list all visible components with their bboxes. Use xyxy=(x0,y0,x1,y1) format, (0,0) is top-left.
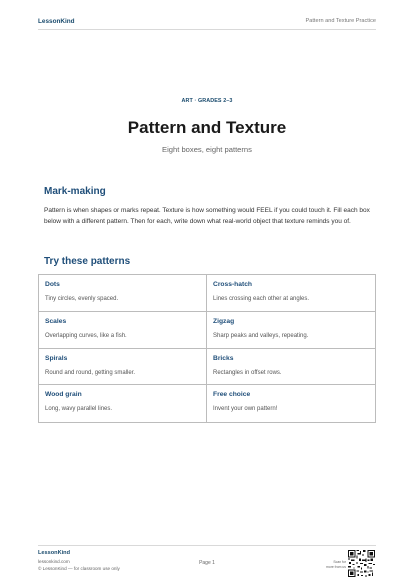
mark-making-body: Pattern is when shapes or marks repeat. Texture is how something would FEEL if you could touch it. Fill each box below with a different pattern. Then for each, write down what real-world object that texture reminds you of. xyxy=(44,207,370,225)
pattern-name: Spirals xyxy=(45,354,68,362)
pattern-description: Round and round, getting smaller. xyxy=(45,369,136,376)
pattern-name: Free choice xyxy=(213,391,251,399)
pattern-name: Dots xyxy=(45,281,60,288)
pattern-grid xyxy=(38,274,376,423)
pattern-name: Scales xyxy=(45,317,67,325)
qr-caption-line: Scan for xyxy=(333,560,346,564)
pattern-description: Sharp peaks and valleys, repeating. xyxy=(213,332,309,339)
header-divider xyxy=(38,29,376,30)
subject-eyebrow: ART · GRADES 2–3 xyxy=(181,98,233,104)
footer-brand: LessonKind xyxy=(38,550,71,556)
pattern-box-scales[interactable] xyxy=(39,312,207,349)
pattern-description: Invent your own pattern! xyxy=(213,406,278,413)
footer-divider xyxy=(38,545,376,546)
pattern-name: Zigzag xyxy=(213,317,235,325)
qr-caption-line: more from us xyxy=(326,564,346,569)
footer-site-link[interactable]: lessonkind.com xyxy=(38,559,70,564)
patterns-heading: Try these patterns xyxy=(44,256,131,267)
page-subtitle: Eight boxes, eight patterns xyxy=(162,145,252,154)
page-number: Page 1 xyxy=(199,560,215,566)
pattern-box-free-choice[interactable] xyxy=(207,385,375,422)
header-doc-title: Pattern and Texture Practice xyxy=(305,18,376,24)
qr-code-icon[interactable] xyxy=(348,550,375,577)
pattern-name: Cross-hatch xyxy=(213,281,253,288)
pattern-name: Bricks xyxy=(213,354,234,362)
pattern-name: Wood grain xyxy=(45,391,82,399)
pattern-description: Lines crossing each other at angles. xyxy=(213,296,310,302)
pattern-description: Tiny circles, evenly spaced. xyxy=(45,296,119,302)
pattern-box-zigzag[interactable] xyxy=(207,312,375,349)
page-title: Pattern and Texture xyxy=(127,118,287,137)
footer-copyright: © LessonKind — for classroom use only xyxy=(38,566,120,571)
pattern-description: Long, wavy parallel lines. xyxy=(45,406,113,413)
pattern-description: Rectangles in offset rows. xyxy=(213,369,282,376)
pattern-box-cross-hatch[interactable] xyxy=(207,275,375,312)
pattern-box-spirals[interactable] xyxy=(39,349,207,386)
qr-caption xyxy=(300,560,346,569)
pattern-box-dots[interactable] xyxy=(39,275,207,312)
pattern-box-wood-grain[interactable] xyxy=(39,385,207,422)
page-header xyxy=(38,14,376,28)
pattern-box-bricks[interactable] xyxy=(207,349,375,386)
mark-making-heading: Mark-making xyxy=(44,186,106,197)
header-brand: LessonKind xyxy=(38,17,75,25)
pattern-description: Overlapping curves, like a fish. xyxy=(45,332,127,339)
